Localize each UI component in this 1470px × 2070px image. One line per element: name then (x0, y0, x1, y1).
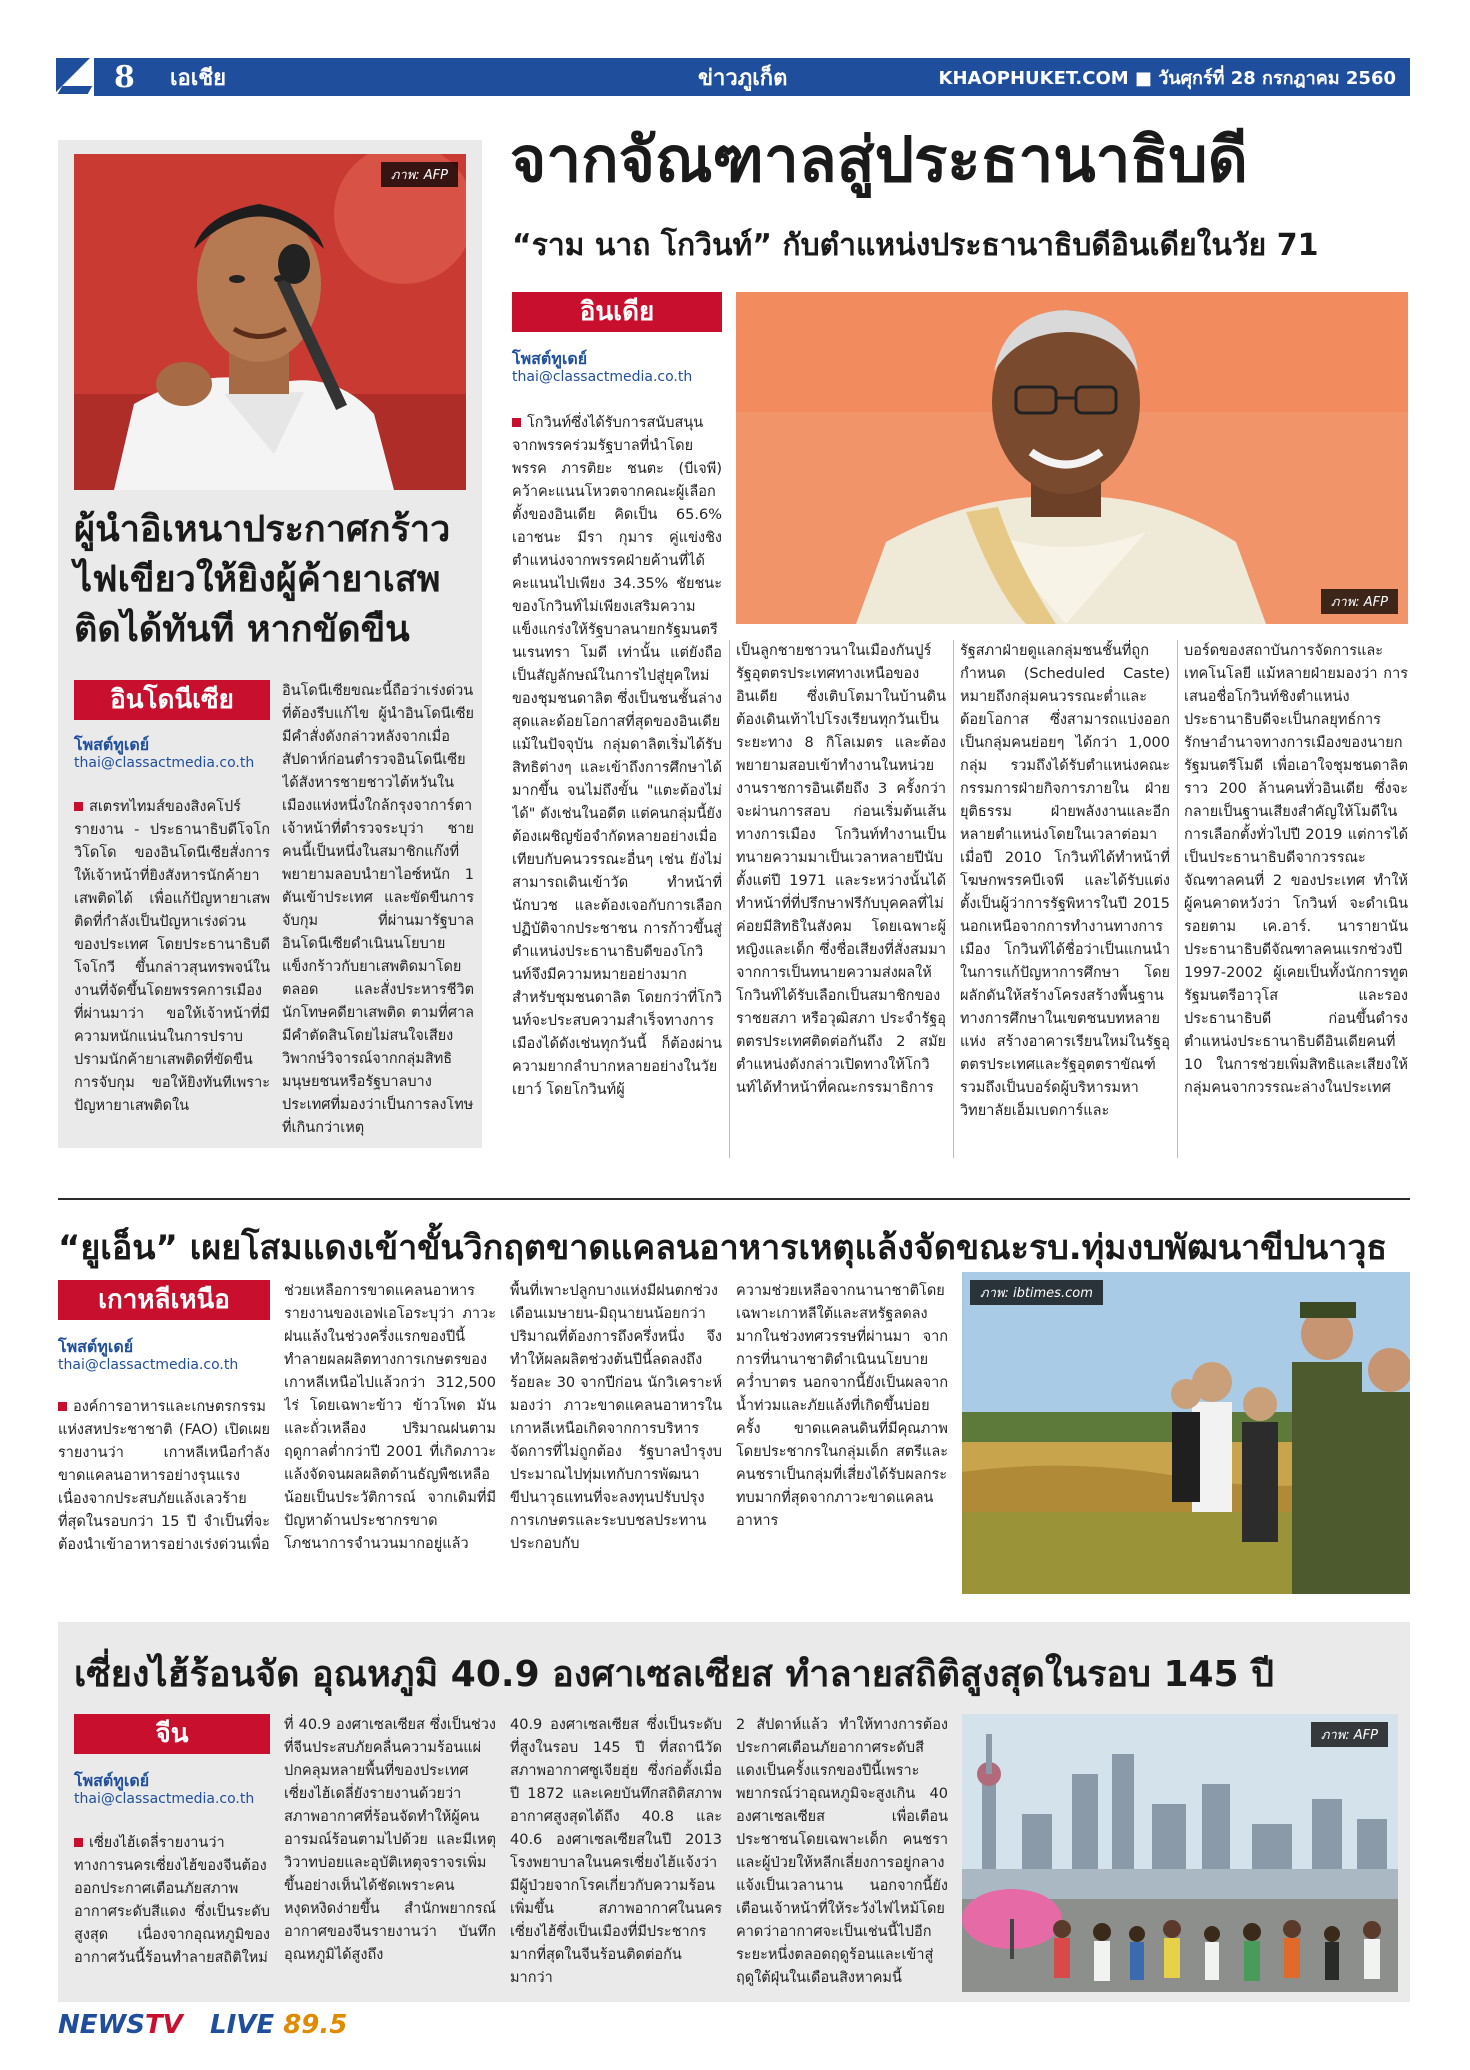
india-column-4 (1184, 640, 1408, 1158)
column-text: อินโดนีเซียขณะนี้ถือว่าเร่งด่วนที่ต้องรีบแก้ไข ผู้นำอินโดนีเซียมีคำสั่งดังกล่าวหลังจากเมื่อสัปดาห์ก่อนตำรวจอินโดนีเซียได้สังหารชายชาวไต้หวันในเมืองแห่งหนึ่งใกล้กรุงจาการ์ตา เจ้าหน้าที่ตำรวจระบุว่า ชายคนนี้เป็นหนึ่งในสมาชิกแก๊งที่พยายามลอบนำยาไอซ์หนัก 1 ตันเข้าประเทศ และขัดขืนการจับกุม ที่ผ่านมารัฐบาลอินโดนีเซียดำเนินนโยบายแข็งกร้าวกับยาเสพติดมาโดยตลอด และสั่งประหารชีวิตนักโทษคดียาเสพติด ตามที่ศาลมีคำตัดสินโดยไม่สนใจเสียงวิพากษ์วิจารณ์จากกลุ่มสิทธิมนุษยชนหรือรัฐบาลบางประเทศที่มองว่าเป็นการลงโทษที่เกินกว่าเหตุ (282, 683, 474, 1136)
shanghai-illustration (962, 1714, 1398, 1992)
jokowi-illustration (74, 154, 466, 490)
north-korea-column-4 (736, 1280, 948, 1592)
india-subheadline: “ราม นาถ โกวินท์” กับตำแหน่งประธานาธิบดีอินเดียในวัย 71 (512, 228, 1319, 263)
china-column-1 (74, 1832, 270, 1992)
indonesia-byline (74, 736, 270, 772)
bullet-square-icon (74, 1838, 83, 1847)
byline-name: โพสต์ทูเดย์ (512, 349, 588, 368)
byline-name: โพสต์ทูเดย์ (74, 735, 150, 754)
india-byline (512, 350, 722, 386)
indonesia-column-2 (282, 680, 474, 1136)
china-byline (74, 1772, 270, 1808)
byline-email: thai@classactmedia.co.th (512, 369, 693, 385)
india-tag: อินเดีย (512, 292, 722, 332)
news-tv-logo (58, 2010, 183, 2040)
photo-credit: ภาพ: ibtimes.com (970, 1280, 1103, 1305)
column-text: 40.9 องศาเซลเซียส ซึ่งเป็นระดับที่สูงในรอบ 145 ปี ที่สถานีวัดสภาพอากาศซูเจียฮุ่ย ซึ่งก่อตั้งเมื่อปี 1872 และเคยบันทึกสถิติสภาพอากาศสูงสุดได้ถึง 40.8 และ 40.6 องศาเซลเซียสในปี 2013 โรงพยาบาลในนครเซี่ยงไฮ้แจ้งว่า มีผู้ป่วยจากโรคเกี่ยวกับความร้อนเพิ่มขึ้น สภาพอากาศในนครเซี่ยงไฮ้ซึ่งเป็นเมืองที่มีประชากรมากที่สุดในจีนร้อนติดต่อกันมากว่า (510, 1717, 722, 1986)
column-text: ที่ 40.9 องศาเซลเซียส ซึ่งเป็นช่วงที่จีนประสบภัยคลื่นความร้อนแผ่ปกคลุมหลายพื้นที่ของประเทศ เซี่ยงไฮ้เดลี่ยังรายงานด้วยว่า สภาพอากาศที่ร้อนจัดทำให้ผู้คนอารมณ์ร้อนตามไปด้วย และมีเหตุวิวาทบ่อยและอุบัติเหตุจราจรเพิ่มขึ้นอย่างเห็นได้ชัดเพราะคนหงุดหงิดง่ายขึ้น สำนักพยากรณ์อากาศของจีนรายงานว่า บันทึกอุณหภูมิได้สูงถึง (284, 1717, 496, 1963)
india-headline: จากจัณฑาลสู่ประธานาธิบดี (510, 123, 1248, 196)
column-text: พื้นที่เพาะปลูกบางแห่งมีฝนตกช่วงเดือนเมษายน-มิถุนายนน้อยกว่าปริมาณที่ต้องการถึงครึ่งหนึ่ง จึงทำให้ผลผลิตช่วงต้นปีนี้ลดลงถึงร้อยละ 30 จากปีก่อน นักวิเคราะห์มองว่า ภาวะขาดแคลนอาหารในเกาหลีเหนือเกิดจากการบริหารจัดการที่ไม่ถูกต้อง รัฐบาลบำรุงบประมาณไปทุ่มเทกับการพัฒนาขีปนาวุธแทนที่จะลงทุนปรับปรุงการเกษตรและระบบชลประทาน ประกอบกับ (510, 1283, 722, 1552)
north-korea-byline (58, 1338, 270, 1374)
byline-name: โพสต์ทูเดย์ (58, 1337, 134, 1356)
china-column-4 (736, 1714, 948, 1992)
column-text: สเตรทไทมส์ของสิงคโปร์รายงาน - ประธานาธิบดีโจโก วิโดโด ของอินโดนีเซียสั่งการให้เจ้าหน้าที่ยิงสังหารนักค้ายาเสพติดได้ เพื่อแก้ปัญหายาเสพติดที่กำลังเป็นปัญหาเร่งด่วนของประเทศ โดยประธานาธิบดีโจโกวี ขึ้นกล่าวสุนทรพจน์ในงานที่จัดขึ้นโดยพรรคการเมืองที่ผ่านมาว่า ขอให้เจ้าหน้าที่มีความหนักแน่นในการปราบปรามนักค้ายาเสพติดที่ขัดขืนการจับกุม ขอให้ยิงทันทีเพราะปัญหายาเสพติดใน (74, 799, 270, 1114)
north-korea-column-3 (510, 1280, 722, 1592)
column-text: เป็นลูกชายชาวนาในเมืองกันปูร์ รัฐอุตตรประเทศทางเหนือของอินเดีย ซึ่งเติบโตมาในบ้านดินต้องเดินเท้าไปโรงเรียนทุกวันเป็นระยะทาง 8 กิโลเมตร และต้องพยายามสอบเข้าทำงานในหน่วยงานราชการอินเดียถึง 3 ครั้งกว่าจะผ่านการสอบ ก่อนเริ่มต้นเส้นทางการเมือง โกวินท์ทำงานเป็นทนายความมาเป็นเวลาหลายปีนับตั้งแต่ปี 1971 และระหว่างนั้นได้ทำหน้าที่ที่ปรึกษาฟรีกับบุคคลที่ไม่ค่อยมีสิทธิในสังคม โดยเฉพาะผู้หญิงและเด็ก ซึ่งชื่อเสียงที่สั่งสมมาจากการเป็นทนายความส่งผลให้โกวินท์ได้รับเลือกเป็นสมาชิกของราชยสภา หรือวุฒิสภา ประจำรัฐอุตตรประเทศติดต่อกันถึง 2 สมัย ตำแหน่งดังกล่าวเปิดทางให้โกวินท์ได้ทำหน้าที่คณะกรรมาธิการ (736, 643, 946, 1096)
indonesia-column-1 (74, 796, 270, 1136)
column-text: องค์การอาหารและเกษตรกรรมแห่งสหประชาชาติ (FAO) เปิดเผยรายงานว่า เกาหลีเหนือกำลังขาดแคลนอาหารอย่างรุนแรงเนื่องจากประสบภัยแล้งเลวร้ายที่สุดในรอบกว่า 15 ปี จำเป็นที่จะต้องนำเข้าอาหารอย่างเร่งด่วนเพื่อ (58, 1399, 270, 1553)
shanghai-photo (962, 1714, 1398, 1992)
byline-email: thai@classactmedia.co.th (58, 1357, 239, 1373)
page-number: 8 (114, 59, 135, 95)
column-text: 2 สัปดาห์แล้ว ทำให้ทางการต้องประกาศเตือนภัยอากาศระดับสีแดงเป็นครั้งแรกของปีนี้เพราะพยากรณ์ว่าอุณหภูมิจะสูงเกิน 40 องศาเซลเซียส เพื่อเตือนประชาชนโดยเฉพาะเด็ก คนชราและผู้ป่วยให้หลีกเลี่ยงการอยู่กลางแจ้งเป็นเวลานาน นอกจากนี้ยังเตือนเจ้าหน้าที่ให้ระวังไฟไหม้โดยคาดว่าอากาศจะเป็นเช่นนี้ไปอีกระยะหนึ่งตลอดฤดูร้อนและเข้าสู่ฤดูใต้ฝุ่นในเดือนสิงหาคมนี้ (736, 1717, 948, 1986)
page-header (58, 58, 1410, 96)
north-korea-tag: เกาหลีเหนือ (58, 1280, 270, 1320)
china-column-2 (284, 1714, 496, 1992)
byline-name: โพสต์ทูเดย์ (74, 1771, 150, 1790)
section-name: เอเชีย (170, 65, 227, 91)
column-text: ความช่วยเหลือจากนานาชาติโดยเฉพาะเกาหลีใต้และสหรัฐลดลงมากในช่วงทศวรรษที่ผ่านมา จากการที่นานาชาติดำเนินนโยบายคว่ำบาตร นอกจากนี้ยังเป็นผลจากน้ำท่วมและภัยแล้งที่เกิดขึ้นบ่อยครั้ง ขาดแคลนดินที่มีคุณภาพ โดยประชากรในกลุ่มเด็ก สตรีและคนชราเป็นกลุ่มที่เสี่ยงได้รับผลกระทบมากที่สุดจากภาวะขาดแคลนอาหาร (736, 1283, 948, 1529)
kovind-photo (736, 292, 1408, 624)
byline-email: thai@classactmedia.co.th (74, 755, 255, 771)
bullet-square-icon (58, 1402, 67, 1411)
column-text: เซี่ยงไฮ้เดลี่รายงานว่า ทางการนครเซี่ยงไฮ้ของจีนต้องออกประกาศเตือนภัยสภาพอากาศระดับสีแดง ซึ่งเป็นระดับสูงสุด เนื่องจากอุณหภูมิของอากาศวันนี้ร้อนทำลายสถิติใหม่ (74, 1835, 270, 1966)
column-text: ช่วยเหลือการขาดแคลนอาหาร รายงานของเอฟเอโอระบุว่า ภาวะฝนแล้งในช่วงครึ่งแรกของปีนี้ทำลายผลผลิตทางการเกษตรของเกาหลีเหนือไปแล้วกว่า 312,500 ไร่ โดยเฉพาะข้าว ข้าวโพด มันและถั่วเหลือง ปริมาณฝนตามฤดูกาลต่ำกว่าปี 2001 ที่เกิดภาวะแล้งจัดจนผลผลิตด้านธัญพืชเหลือน้อยเป็นประวัติการณ์ จากเดิมที่มีปัญหาด้านประชากรขาดโภชนาการจำนวนมากอยู่แล้ว (284, 1283, 496, 1552)
india-column-1 (512, 412, 722, 1158)
brand-name: ข่าวภูเก็ต (698, 65, 788, 91)
jokowi-photo (74, 154, 466, 490)
column-text: บอร์ดของสถาบันการจัดการและเทคโนโลยี แม้หลายฝ่ายมองว่า การเสนอชื่อโกวินท์ชิงตำแหน่งประธานาธิบดีจะเป็นกลยุทธ์การรักษาอำนาจทางการเมืองของนายกรัฐมนตรีโมดี เพื่อเอาใจชุมชนดาลิตราว 200 ล้านคนทั่วอินเดีย ซึ่งจะกลายเป็นฐานเสียงสำคัญให้โมดีในการเลือกตั้งทั่วไปปี 2019 แต่การได้เป็นประธานาธิบดีจากวรรณะจัณฑาลคนที่ 2 ของประเทศ ทำให้ผู้คนคาดหวังว่า โกวินท์ จะดำเนินรอยตาม เค.อาร์. นารายานัน ประธานาธิบดีจัณฑาลคนแรกช่วงปี 1997-2002 ผู้เคยเป็นทั้งนักการทูต รัฐมนตรีอาวุโส และรองประธานาธิบดี ก่อนขึ้นดำรงตำแหน่งประธานาธิบดีอินเดียคนที่ 10 ในการช่วยเพิ่มสิทธิและเสียงให้กลุ่มคนจากวรรณะล่างในประเทศ (1184, 643, 1408, 1096)
date-line: KHAOPHUKET.COM ■ วันศุกร์ที่ 28 กรกฎาคม 2560 (938, 67, 1396, 89)
column-divider (953, 640, 954, 1158)
kovind-illustration (736, 292, 1408, 624)
logo-part: LIVE (210, 2010, 275, 2040)
north-korea-headline: “ยูเอ็น” เผยโสมแดงเข้าขั้นวิกฤตขาดแคลนอาหารเหตุแล้งจัดขณะรบ.ทุ่มงบพัฒนาขีปนาวุธ (58, 1228, 1388, 1268)
byline-email: thai@classactmedia.co.th (74, 1791, 255, 1807)
kim-field-photo (962, 1272, 1410, 1594)
column-text: โกวินท์ซึ่งได้รับการสนับสนุนจากพรรคร่วมรัฐบาลที่นำโดยพรรค ภารติยะ ชนตะ (บีเจพี) คว้าคะแนนโหวตจากคณะผู้เลือกตั้งของอินเดีย คิดเป็น 65.6% เอาชนะ มีรา กุมาร คู่แข่งชิงตำแหน่งจากพรรคฝ่ายค้านที่ได้คะแนนไปเพียง 34.35% ชัยชนะของโกวินท์ไม่เพียงเสริมความแข็งแกร่งให้รัฐบาลนายกรัฐมนตรี นเรนทรา โมดี เท่านั้น แต่ยังถือเป็นสัญลักษณ์ในการไปสู่ยุคใหม่ของชุมชนดาลิต ซึ่งเป็นชนชั้นล่างสุดและด้อยโอกาสที่สุดของอินเดีย แม้ในปัจจุบัน กลุ่มดาลิตเริ่มได้รับสิทธิต่างๆ และเข้าถึงการศึกษาได้มากขึ้น จนไม่ถึงขั้น "แตะต้องไม่ได้" ดังเช่นในอดีต แต่คนกลุ่มนี้ยังต้องเผชิญข้อจำกัดหลายอย่างเมื่อเทียบกับคนวรรณะอื่นๆ เช่น ยังไม่สามารถเดินเข้าวัด ทำหน้าที่นักบวช และต้องเจอกับการเลือกปฏิบัติจากประชาชน การก้าวขึ้นสู่ตำแหน่งประธานาธิบดีของโกวินท์จึงมีความหมายอย่างมากสำหรับชุมชนดาลิต โดยกว่าที่โกวินท์จะประสบความสำเร็จทางการเมืองได้ดังเช่นทุกวันนี้ ก็ต้องผ่านความยากลำบากหลายอย่างในวัยเยาว์ โดยโกวินท์ผู้ (512, 415, 722, 1098)
indonesia-tag: อินโดนีเซีย (74, 680, 270, 720)
column-divider (729, 640, 730, 1158)
logo-part: TV (144, 2010, 183, 2040)
india-column-3 (960, 640, 1170, 1158)
photo-credit: ภาพ: AFP (381, 162, 458, 187)
column-text: รัฐสภาฝ่ายดูแลกลุ่มชนชั้นที่ถูกกำหนด (Scheduled Caste) หมายถึงกลุ่มคนวรรณะต่ำและด้อยโอกาส ซึ่งสามารถแบ่งออกเป็นกลุ่มคนย่อยๆ ได้กว่า 1,000 กลุ่ม รวมถึงได้รับตำแหน่งคณะกรรมการฝ่ายกิจการภายใน ฝ่ายยุติธรรม ฝ่ายพลังงานและอีกหลายตำแหน่งโดยในเวลาต่อมาเมื่อปี 2010 โกวินท์ได้ทำหน้าที่โฆษกพรรคบีเจพี และได้รับแต่งตั้งเป็นผู้ว่าการรัฐพิหารในปี 2015 นอกเหนือจากการทำงานทางการเมือง โกวินท์ได้ชื่อว่าเป็นแกนนำในการแก้ปัญหาการศึกษา โดยผลักดันให้สร้างโครงสร้างพื้นฐานทางการศึกษาในเขตชนบทหลายแห่ง สร้างอาคารเรียนใหม่ในรัฐอุตตรประเทศและรัฐอุตตราขัณฑ์ รวมถึงเป็นบอร์ดผู้บริหารมหาวิทยาลัยเอ็มเบดการ์และ (960, 643, 1170, 1119)
photo-credit: ภาพ: AFP (1311, 1722, 1388, 1747)
china-tag: จีน (74, 1714, 270, 1754)
field-illustration (962, 1272, 1410, 1594)
north-korea-column-1 (58, 1396, 270, 1592)
section-divider (58, 1198, 1410, 1200)
logo-part: NEWS (58, 2010, 145, 2040)
india-column-2 (736, 640, 946, 1158)
north-korea-column-2 (284, 1280, 496, 1592)
corner-logo-icon (54, 54, 94, 100)
photo-credit: ภาพ: AFP (1321, 589, 1398, 614)
china-headline: เซี่ยงไฮ้ร้อนจัด อุณหภูมิ 40.9 องศาเซลเซียส ทำลายสถิติสูงสุดในรอบ 145 ปี (74, 1654, 1274, 1695)
china-column-3 (510, 1714, 722, 1992)
indonesia-headline: ผู้นำอิเหนาประกาศกร้าว ไฟเขียวให้ยิงผู้ค้ายาเสพ ติดได้ทันที หากขัดขืน (74, 509, 451, 650)
bullet-square-icon (512, 418, 521, 427)
live-radio-logo (210, 2010, 347, 2040)
column-divider (1177, 640, 1178, 1158)
logo-part: 89.5 (283, 2010, 348, 2040)
bullet-square-icon (74, 802, 83, 811)
